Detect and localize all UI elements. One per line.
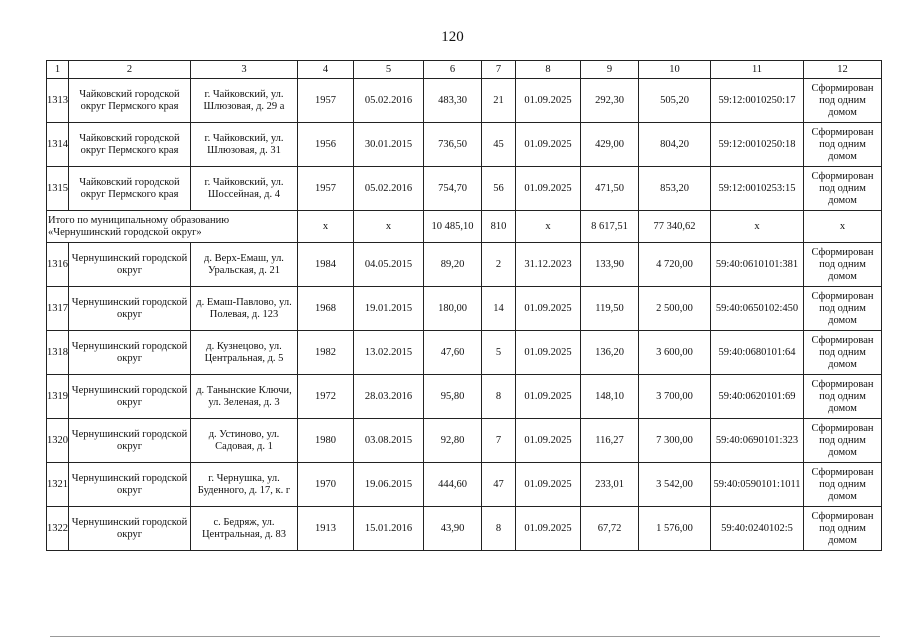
residential-area-cell: 67,72	[581, 507, 639, 551]
year-built-cell: 1984	[298, 243, 354, 287]
address-cell: г. Чайковский, ул. Шоссейная, д. 4	[191, 167, 298, 211]
area-cell: 736,50	[424, 123, 482, 167]
municipality-cell: Чернушинский городской округ	[69, 419, 191, 463]
land-status-cell: Сформирован под одним домом	[804, 243, 882, 287]
land-status-cell: Сформирован под одним домом	[804, 123, 882, 167]
table-row	[47, 463, 882, 507]
column-number-header: 9	[581, 61, 639, 79]
residential-area-cell: 429,00	[581, 123, 639, 167]
land-area-cell: 3 700,00	[639, 375, 711, 419]
residential-area-cell: 292,30	[581, 79, 639, 123]
column-number-header: 12	[804, 61, 882, 79]
residents-cell: 14	[482, 287, 516, 331]
residents-cell: 7	[482, 419, 516, 463]
total-label-cell: Итого по муниципальному образованию «Чернушинский городской округ»	[47, 211, 298, 243]
residential-area-cell: 233,01	[581, 463, 639, 507]
emergency-date-cell: 03.08.2015	[354, 419, 424, 463]
row-number-cell: 1313	[47, 79, 69, 123]
land-status-cell: Сформирован под одним домом	[804, 287, 882, 331]
table-row	[47, 79, 882, 123]
emergency-date-cell: 19.06.2015	[354, 463, 424, 507]
address-cell: д. Кузнецово, ул. Центральная, д. 5	[191, 331, 298, 375]
column-number-header: 4	[298, 61, 354, 79]
address-cell: д. Устиново, ул. Садовая, д. 1	[191, 419, 298, 463]
area-cell: 444,60	[424, 463, 482, 507]
residents-cell: 45	[482, 123, 516, 167]
row-number-cell: 1322	[47, 507, 69, 551]
land-area-cell: 4 720,00	[639, 243, 711, 287]
residential-area-cell: 136,20	[581, 331, 639, 375]
address-cell: г. Чайковский, ул. Шлюзовая, д. 29 а	[191, 79, 298, 123]
area-cell: 483,30	[424, 79, 482, 123]
column-number-header: 2	[69, 61, 191, 79]
municipality-cell: Чернушинский городской округ	[69, 507, 191, 551]
land-status-cell: Сформирован под одним домом	[804, 419, 882, 463]
resettlement-date-cell: 01.09.2025	[516, 167, 581, 211]
total-row	[47, 211, 882, 243]
housing-registry-table	[46, 60, 882, 551]
column-number-header: 3	[191, 61, 298, 79]
area-cell: 43,90	[424, 507, 482, 551]
column-number-header: 5	[354, 61, 424, 79]
year-built-cell: 1956	[298, 123, 354, 167]
emergency-date-cell: 05.02.2016	[354, 167, 424, 211]
area-cell: 47,60	[424, 331, 482, 375]
resettlement-date-cell: 01.09.2025	[516, 463, 581, 507]
address-cell: г. Чайковский, ул. Шлюзовая, д. 31	[191, 123, 298, 167]
address-cell: с. Бедряж, ул. Центральная, д. 83	[191, 507, 298, 551]
row-number-cell: 1317	[47, 287, 69, 331]
column-number-header: 7	[482, 61, 516, 79]
municipality-cell: Чернушинский городской округ	[69, 287, 191, 331]
residents-cell: 47	[482, 463, 516, 507]
row-number-cell: 1320	[47, 419, 69, 463]
municipality-cell: Чернушинский городской округ	[69, 331, 191, 375]
residents-cell: 2	[482, 243, 516, 287]
area-cell: 180,00	[424, 287, 482, 331]
bottom-rule	[50, 636, 880, 637]
municipality-cell: Чайковский городской округ Пермского края	[69, 79, 191, 123]
emergency-date-cell: 19.01.2015	[354, 287, 424, 331]
row-number-cell: 1315	[47, 167, 69, 211]
emergency-date-cell: 15.01.2016	[354, 507, 424, 551]
cadastral-number-cell: 59:40:0620101:69	[711, 375, 804, 419]
land-area-cell: 1 576,00	[639, 507, 711, 551]
table-row	[47, 375, 882, 419]
table-row	[47, 507, 882, 551]
land-area-cell: 3 542,00	[639, 463, 711, 507]
total-value-cell: х	[516, 211, 581, 243]
resettlement-date-cell: 31.12.2023	[516, 243, 581, 287]
cadastral-number-cell: 59:40:0240102:5	[711, 507, 804, 551]
year-built-cell: 1968	[298, 287, 354, 331]
resettlement-date-cell: 01.09.2025	[516, 79, 581, 123]
total-value-cell: х	[711, 211, 804, 243]
row-number-cell: 1318	[47, 331, 69, 375]
resettlement-date-cell: 01.09.2025	[516, 419, 581, 463]
residential-area-cell: 148,10	[581, 375, 639, 419]
residential-area-cell: 471,50	[581, 167, 639, 211]
residents-cell: 5	[482, 331, 516, 375]
land-status-cell: Сформирован под одним домом	[804, 167, 882, 211]
table-row	[47, 419, 882, 463]
cadastral-number-cell: 59:40:0690101:323	[711, 419, 804, 463]
emergency-date-cell: 04.05.2015	[354, 243, 424, 287]
table-body	[47, 79, 882, 551]
table-row	[47, 167, 882, 211]
residential-area-cell: 133,90	[581, 243, 639, 287]
land-status-cell: Сформирован под одним домом	[804, 463, 882, 507]
land-status-cell: Сформирован под одним домом	[804, 79, 882, 123]
area-cell: 92,80	[424, 419, 482, 463]
year-built-cell: 1957	[298, 167, 354, 211]
residents-cell: 56	[482, 167, 516, 211]
residents-cell: 21	[482, 79, 516, 123]
year-built-cell: 1913	[298, 507, 354, 551]
table-row	[47, 287, 882, 331]
municipality-cell: Чернушинский городской округ	[69, 243, 191, 287]
land-area-cell: 804,20	[639, 123, 711, 167]
land-status-cell: Сформирован под одним домом	[804, 507, 882, 551]
emergency-date-cell: 05.02.2016	[354, 79, 424, 123]
emergency-date-cell: 30.01.2015	[354, 123, 424, 167]
emergency-date-cell: 13.02.2015	[354, 331, 424, 375]
residential-area-cell: 119,50	[581, 287, 639, 331]
table-row	[47, 123, 882, 167]
land-status-cell: Сформирован под одним домом	[804, 375, 882, 419]
total-value-cell: 810	[482, 211, 516, 243]
column-number-header: 1	[47, 61, 69, 79]
resettlement-date-cell: 01.09.2025	[516, 123, 581, 167]
residents-cell: 8	[482, 375, 516, 419]
column-number-header: 10	[639, 61, 711, 79]
cadastral-number-cell: 59:12:0010250:17	[711, 79, 804, 123]
page-number: 120	[441, 29, 464, 45]
area-cell: 754,70	[424, 167, 482, 211]
column-number-header: 8	[516, 61, 581, 79]
cadastral-number-cell: 59:12:0010253:15	[711, 167, 804, 211]
municipality-cell: Чернушинский городской округ	[69, 375, 191, 419]
total-value-cell: 77 340,62	[639, 211, 711, 243]
cadastral-number-cell: 59:40:0650102:450	[711, 287, 804, 331]
cadastral-number-cell: 59:40:0680101:64	[711, 331, 804, 375]
municipality-cell: Чернушинский городской округ	[69, 463, 191, 507]
row-number-cell: 1314	[47, 123, 69, 167]
year-built-cell: 1980	[298, 419, 354, 463]
total-value-cell: х	[804, 211, 882, 243]
column-number-header: 6	[424, 61, 482, 79]
area-cell: 95,80	[424, 375, 482, 419]
address-cell: г. Чернушка, ул. Буденного, д. 17, к. г	[191, 463, 298, 507]
municipality-cell: Чайковский городской округ Пермского края	[69, 123, 191, 167]
column-number-row	[47, 61, 882, 79]
residents-cell: 8	[482, 507, 516, 551]
address-cell: д. Емаш-Павлово, ул. Полевая, д. 123	[191, 287, 298, 331]
municipality-cell: Чайковский городской округ Пермского края	[69, 167, 191, 211]
total-value-cell: х	[298, 211, 354, 243]
address-cell: д. Танынские Ключи, ул. Зеленая, д. 3	[191, 375, 298, 419]
emergency-date-cell: 28.03.2016	[354, 375, 424, 419]
land-status-cell: Сформирован под одним домом	[804, 331, 882, 375]
table-row	[47, 331, 882, 375]
row-number-cell: 1316	[47, 243, 69, 287]
cadastral-number-cell: 59:40:0590101:1011	[711, 463, 804, 507]
year-built-cell: 1957	[298, 79, 354, 123]
column-number-header: 11	[711, 61, 804, 79]
cadastral-number-cell: 59:40:0610101:381	[711, 243, 804, 287]
row-number-cell: 1321	[47, 463, 69, 507]
land-area-cell: 7 300,00	[639, 419, 711, 463]
land-area-cell: 505,20	[639, 79, 711, 123]
year-built-cell: 1972	[298, 375, 354, 419]
year-built-cell: 1982	[298, 331, 354, 375]
land-area-cell: 853,20	[639, 167, 711, 211]
resettlement-date-cell: 01.09.2025	[516, 331, 581, 375]
year-built-cell: 1970	[298, 463, 354, 507]
total-value-cell: 8 617,51	[581, 211, 639, 243]
address-cell: д. Верх-Емаш, ул. Уральская, д. 21	[191, 243, 298, 287]
total-value-cell: х	[354, 211, 424, 243]
cadastral-number-cell: 59:12:0010250:18	[711, 123, 804, 167]
table-row	[47, 243, 882, 287]
land-area-cell: 3 600,00	[639, 331, 711, 375]
land-area-cell: 2 500,00	[639, 287, 711, 331]
resettlement-date-cell: 01.09.2025	[516, 507, 581, 551]
area-cell: 89,20	[424, 243, 482, 287]
residential-area-cell: 116,27	[581, 419, 639, 463]
resettlement-date-cell: 01.09.2025	[516, 287, 581, 331]
row-number-cell: 1319	[47, 375, 69, 419]
total-value-cell: 10 485,10	[424, 211, 482, 243]
resettlement-date-cell: 01.09.2025	[516, 375, 581, 419]
